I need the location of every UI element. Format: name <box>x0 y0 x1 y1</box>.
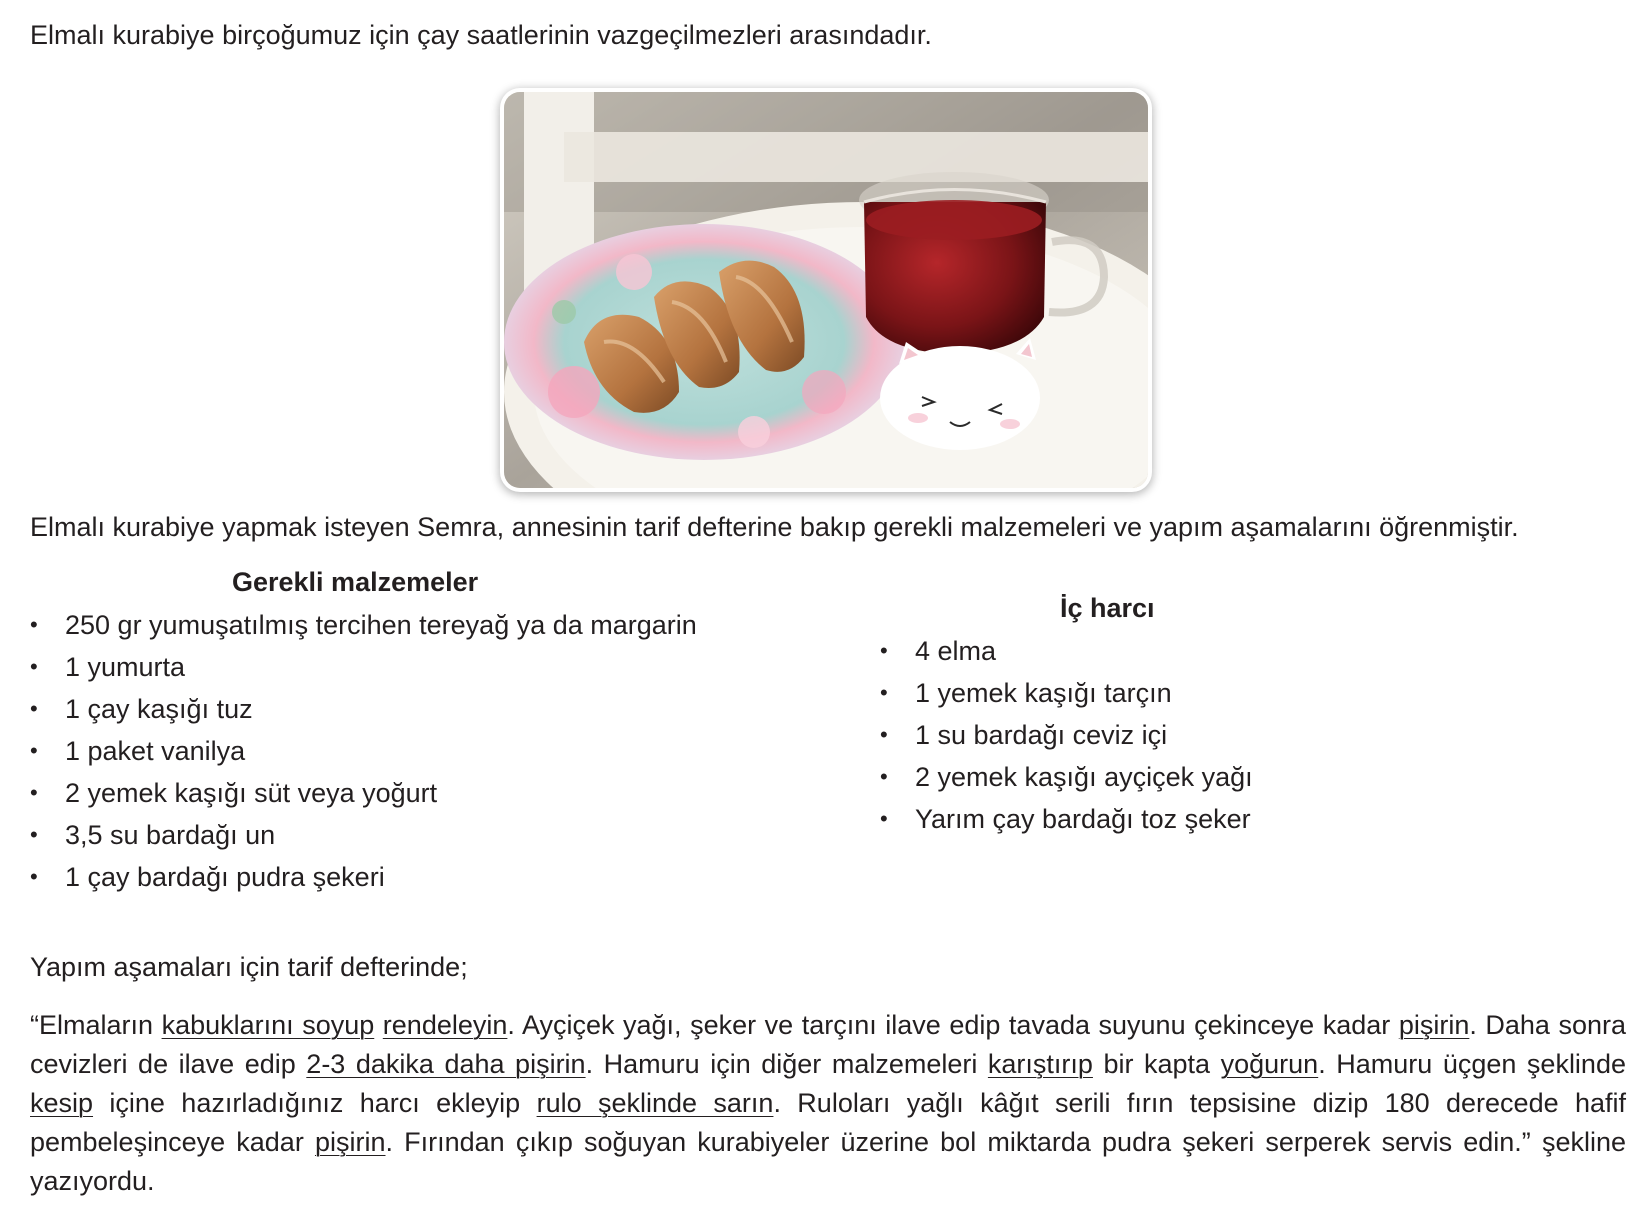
bullet-icon: • <box>880 680 888 705</box>
steps-segment <box>374 1010 383 1040</box>
description-text: Elmalı kurabiye yapmak isteyen Semra, annesinin tarif defterine bakıp gerekli malzemeleri ve yapım aşamalarını öğrenmiştir. <box>30 512 1519 542</box>
underlined-phrase: kesip <box>30 1088 94 1118</box>
underlined-phrase: 2-3 dakika daha pişirin <box>306 1049 586 1079</box>
steps-segment: . Daha sonra cevizleri de ilave edip <box>30 1010 1627 1079</box>
cookies-and-tea-illustration <box>504 92 1148 488</box>
steps-segment: . Ruloları yağlı kâğıt serili fırın tepsisine dizip 180 derecede hafif pembeleşinceye kadar <box>30 1088 1627 1157</box>
underlined-phrase: yoğurun <box>1220 1049 1319 1079</box>
steps-segment: “Elmaların <box>30 1010 162 1040</box>
steps-segment: . Ayçiçek yağı, şeker ve tarçını ilave edip tavada suyunu çekinceye kadar <box>507 1010 1399 1040</box>
underlined-phrase: rulo şeklinde sarın <box>536 1088 774 1118</box>
ingredients-heading: Gerekli malzemeler <box>232 567 479 597</box>
steps-intro-text: Yapım aşamaları için tarif defterinde; <box>30 952 468 982</box>
bullet-icon: • <box>30 738 38 763</box>
bullet-icon: • <box>30 780 38 805</box>
underlined-phrase: pişirin <box>1398 1010 1470 1040</box>
underlined-phrase: kabuklarını soyup <box>161 1010 375 1040</box>
recipe-photo <box>504 92 1148 488</box>
underlined-phrase: rendeleyin <box>382 1010 508 1040</box>
bullet-icon: • <box>880 806 888 831</box>
underlined-phrase: karıştırıp <box>987 1049 1093 1079</box>
steps-segment: içine hazırladığınız harcı ekleyip <box>93 1088 537 1118</box>
bullet-icon: • <box>30 612 38 637</box>
filling-heading: İç harcı <box>1060 593 1155 623</box>
recipe-steps-paragraph <box>30 1006 1626 1201</box>
bullet-icon: • <box>880 722 888 747</box>
intro-text: Elmalı kurabiye birçoğumuz için çay saatlerinin vazgeçilmezleri arasındadır. <box>30 20 932 50</box>
bullet-icon: • <box>880 764 888 789</box>
bullet-icon: • <box>30 864 38 889</box>
bullet-icon: • <box>30 654 38 679</box>
underlined-phrase: pişirin <box>314 1127 386 1157</box>
steps-segment: . Hamuru için diğer malzemeleri <box>585 1049 988 1079</box>
steps-segment: . Hamuru üçgen şeklinde <box>1318 1049 1626 1079</box>
bullet-icon: • <box>30 822 38 847</box>
bullet-icon: • <box>30 696 38 721</box>
steps-segment: . Fırından çıkıp soğuyan kurabiyeler üzerine bol miktarda pudra şekeri serperek servis edin.” şekline yazıyordu. <box>30 1127 1626 1196</box>
bullet-icon: • <box>880 638 888 663</box>
steps-segment: bir kapta <box>1092 1049 1221 1079</box>
